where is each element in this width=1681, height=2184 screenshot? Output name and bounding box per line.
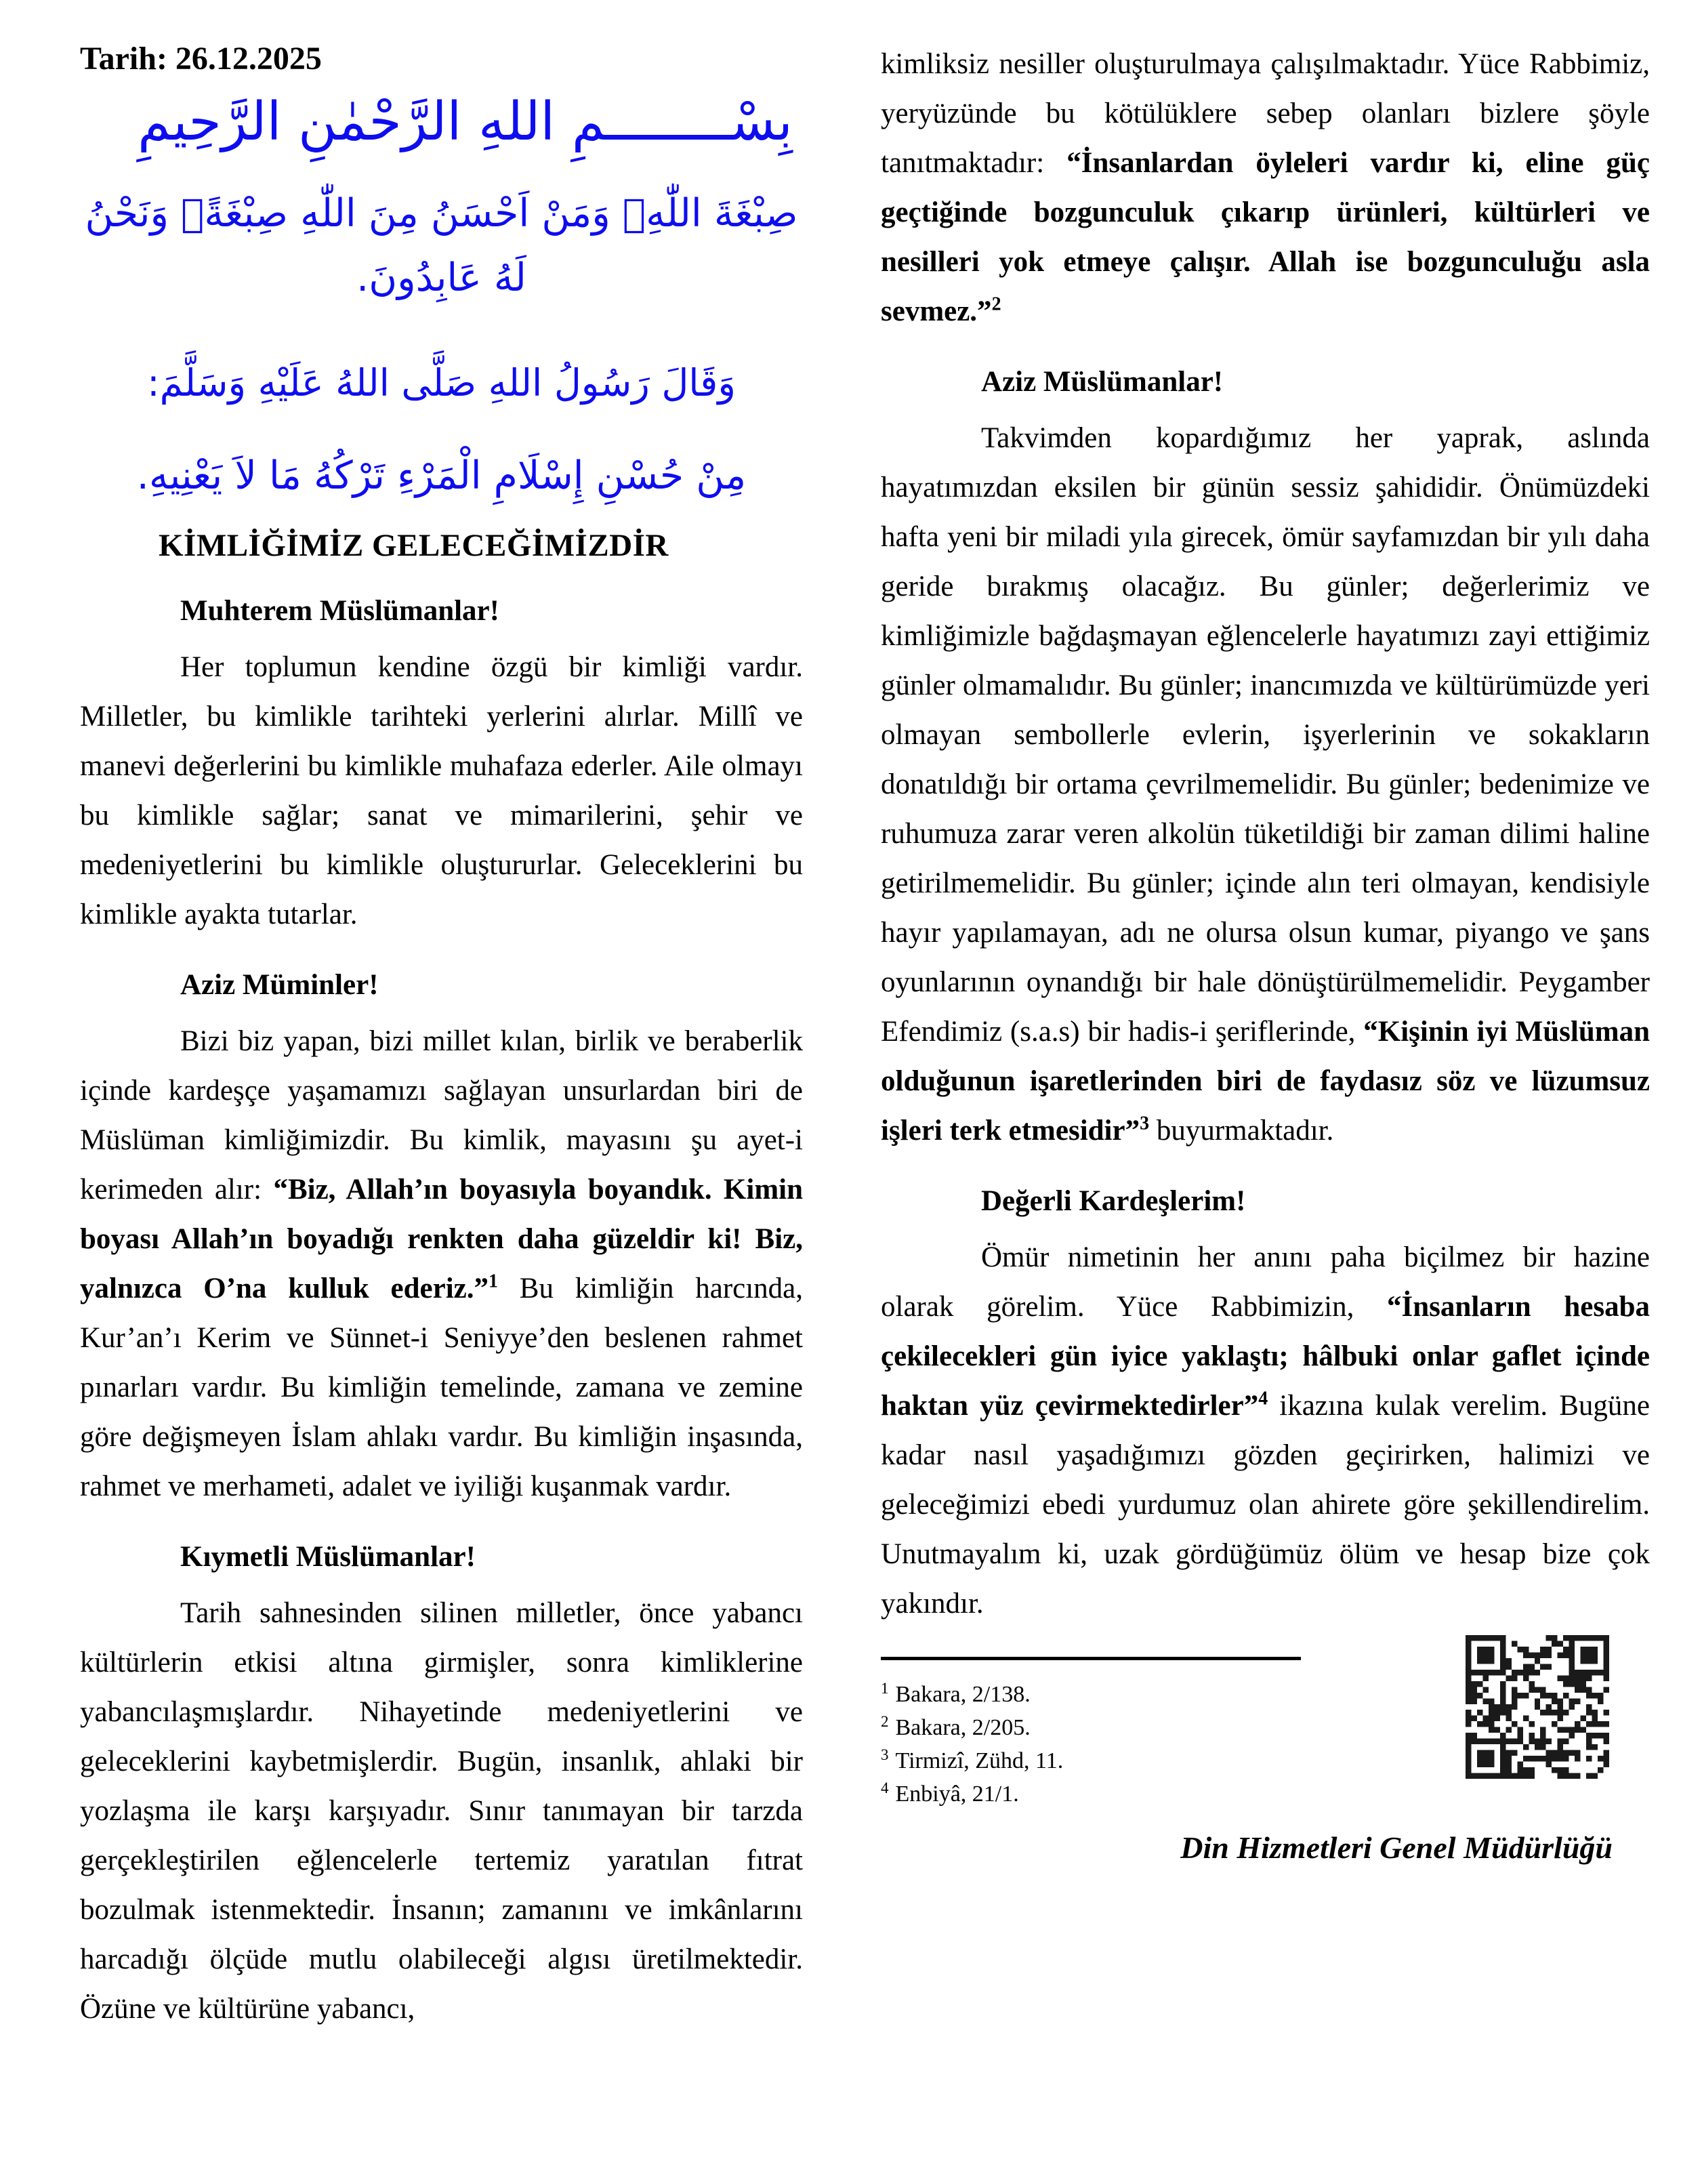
basmala-calligraphy: بِسْــــــــمِ اللهِ الرَّحْمٰنِ الرَّحِيمِ	[138, 91, 793, 152]
text-segment: ikazına kulak verelim. Bugüne kadar nasıl yaşadığımızı gözden geçirirken, halimizi ve geleceğimizi ebedi yurdumuz olan ahirete göre şekillendirelim. Unutmayalım ki, uzak gördüğümüz ölüm ve hesap bize çok yakındır.	[881, 1390, 1651, 1620]
text-segment: Her toplumun kendine özgü bir kimliği vardır. Milletler, bu kimlikle tarihteki yerlerini alırlar. Millî ve manevi değerlerini bu kimlikle muhafaza ederler. Aile olmayı bu kimlikle sağlar; sanat ve mimarilerini, şehir ve medeniyetlerini bu kimlikle oluştururlar. Geleceklerini bu kimlikle ayakta tutarlar.	[80, 651, 803, 930]
body-paragraph	[881, 39, 1650, 336]
qr-code-image	[1466, 1635, 1609, 1779]
footnote-item	[881, 1777, 1355, 1811]
quote-emphasis: “Kişinin iyi Müslüman olduğunun işaretlerinden biri de faydasız söz ve lüzumsuz işleri terk etmesidir”	[881, 1016, 1650, 1147]
footnote-ref: 3	[1140, 1113, 1150, 1134]
footnote-text: Enbiyâ, 21/1.	[895, 1781, 1019, 1807]
text-segment: Bizi biz yapan, bizi millet kılan, birlik ve beraberlik içinde kardeşçe yaşamamızı sağlayan unsurlardan biri de Müslüman kimliğimizdir. Bu kimlik, mayasını şu ayet-i kerimeden alır:	[80, 1025, 803, 1206]
footnote-area	[881, 1657, 1650, 1811]
footnote-number: 2	[881, 1712, 889, 1730]
footnote-item	[881, 1678, 1355, 1711]
footnote-item	[881, 1711, 1355, 1744]
body-paragraph	[80, 642, 803, 939]
text-segment: Takvimden kopardığımız her yaprak, aslında hayatımızdan eksilen bir günün sessiz şahididir. Önümüzdeki hafta yeni bir miladi yıla girecek, ömür sayfamızdan bir yılı daha geride bırakmış olacağız. Bu günler; değerlerimiz ve kimliğimizle bağdaşmayan eğlencelerle hayatımızı zayi ettiğimiz günler olmamalıdır. Bu günler; inancımızda ve kültürümüzde yeri olmayan sembollerle evlerin, işyerlerinin ve sokakların donatıldığı bir ortama çevrilmemelidir. Bu günler; bedenimize ve ruhumuza zarar veren alkolün tüketildiği bir zaman dilimi haline getirilmemelidir. Bu günler; içinde alın teri olmayan, kendisiyle hayır yapılamayan, adı ne olursa olsun kumar, piyango ve şans oyunlarının oynandığı bir hale dönüştürülmemelidir. Peygamber Efendimiz (s.a.s) bir hadis-i şeriflerinde,	[881, 422, 1650, 1048]
arabic-verse: صِبْغَةَ اللّٰهِۚ وَمَنْ اَحْسَنُ مِنَ اللّٰهِ صِبْغَةًۘ وَنَحْنُ لَهُ عَابِدُونَ.	[85, 191, 798, 300]
section-heading: Aziz Müslümanlar!	[981, 366, 1224, 398]
column-gap	[803, 39, 881, 2170]
body-paragraph	[80, 1016, 803, 1511]
footnote-text: Bakara, 2/205.	[895, 1715, 1031, 1740]
section-heading: Aziz Müminler!	[180, 969, 379, 1001]
text-segment: kimliksiz nesiller oluşturulmaya çalışılmaktadır. Yüce Rabbimiz, yeryüzünde bu kötülüklere sebep olanları bizlere şöyle tanıtmaktadır:	[881, 48, 1650, 179]
text-segment: buyurmaktadır.	[1149, 1115, 1334, 1147]
footnote-number: 1	[881, 1679, 889, 1697]
text-segment: Bu kimliğin harcında, Kur’an’ı Kerim ve Sünnet-i Seniyye’den beslenen rahmet pınarları vardır. Bu kimliğin temelinde, zamana ve zemine göre değişmeyen İslam ahlakı vardır. Bu kimliğin inşasında, rahmet ve merhameti, adalet ve iyiliği kuşanmak vardır.	[80, 1273, 804, 1502]
left-column-text	[80, 592, 803, 2034]
footnote-ref: 1	[489, 1271, 498, 1292]
quote-emphasis: “İnsanlardan öyleleri vardır ki, eline güç geçtiğinde bozgunculuk çıkarıp ürünleri, kültürleri ve nesilleri yok etmeye çalışır. Allah ise bozgunculuğu asla sevmez.”	[881, 147, 1650, 327]
text-segment: Ömür nimetinin her anını paha biçilmez bir hazine olarak görelim. Yüce Rabbimizin,	[881, 1241, 1650, 1323]
footnote-list	[881, 1678, 1355, 1811]
section-heading: Değerli Kardeşlerim!	[981, 1185, 1246, 1217]
right-column-text	[881, 39, 1650, 1628]
quote-emphasis: “İnsanların hesaba çekilecekleri gün iyice yaklaştı; hâlbuki onlar gaflet içinde haktan yüz çevirmektedirler”	[881, 1291, 1650, 1422]
signature: Din Hizmetleri Genel Müdürlüğü	[1180, 1830, 1613, 1865]
quote-emphasis: “Biz, Allah’ın boyasıyla boyandık. Kimin boyası Allah’ın boyadığı renkten daha güzeldir ki! Biz, yalnızca O’na kulluk ederiz.”	[80, 1174, 804, 1304]
body-paragraph	[881, 413, 1650, 1155]
arabic-hadith-intro: وَقَالَ رَسُولُ اللهِ صَلَّى اللهُ عَلَيْهِ وَسَلَّمَ:	[147, 361, 736, 405]
footnote-number: 3	[881, 1746, 889, 1763]
footnote-number: 4	[881, 1779, 889, 1796]
arabic-hadith: مِنْ حُسْنِ إِسْلَامِ الْمَرْءِ تَرْكُهُ مَا لاَ يَعْنِيهِ.	[136, 453, 747, 498]
footnote-item	[881, 1744, 1355, 1777]
section-heading: Muhterem Müslümanlar!	[180, 595, 499, 627]
right-column	[881, 39, 1650, 2170]
footnote-separator	[881, 1657, 1301, 1660]
footnote-block	[881, 1657, 1355, 1811]
page-title: KİMLİĞİMİZ GELECEĞİMİZDİR	[159, 528, 669, 563]
body-paragraph	[881, 1233, 1650, 1628]
qr-code	[1466, 1635, 1609, 1811]
footnote-text: Bakara, 2/138.	[895, 1682, 1031, 1707]
footnote-ref: 2	[991, 293, 1001, 315]
text-segment: Tarih sahnesinden silinen milletler, önce yabancı kültürlerin etkisi altına girmişler, sonra kimliklerine yabancılaşmışlardır. Nihayetinde medeniyetlerini ve geleceklerini kaybetmişlerdir. Bugün, insanlık, ahlaki bir yozlaşma ile karşı karşıyadır. Sınır tanımayan bir tarzda gerçekleştirilen eğlencelerle tertemiz yaratılan fıtrat bozulmak istenmektedir. İnsanın; zamanını ve imkânlarını harcadığı ölçüde mutlu olabileceği algısı üretilmektedir. Özüne ve kültürüne yabancı,	[80, 1597, 803, 2025]
left-column	[80, 39, 803, 2170]
section-heading: Kıymetli Müslümanlar!	[180, 1541, 476, 1573]
date-label: Tarih: 26.12.2025	[80, 41, 322, 77]
footnote-ref: 4	[1258, 1388, 1268, 1409]
body-paragraph	[80, 1588, 803, 2034]
footnote-text: Tirmizî, Zühd, 11.	[895, 1748, 1064, 1773]
